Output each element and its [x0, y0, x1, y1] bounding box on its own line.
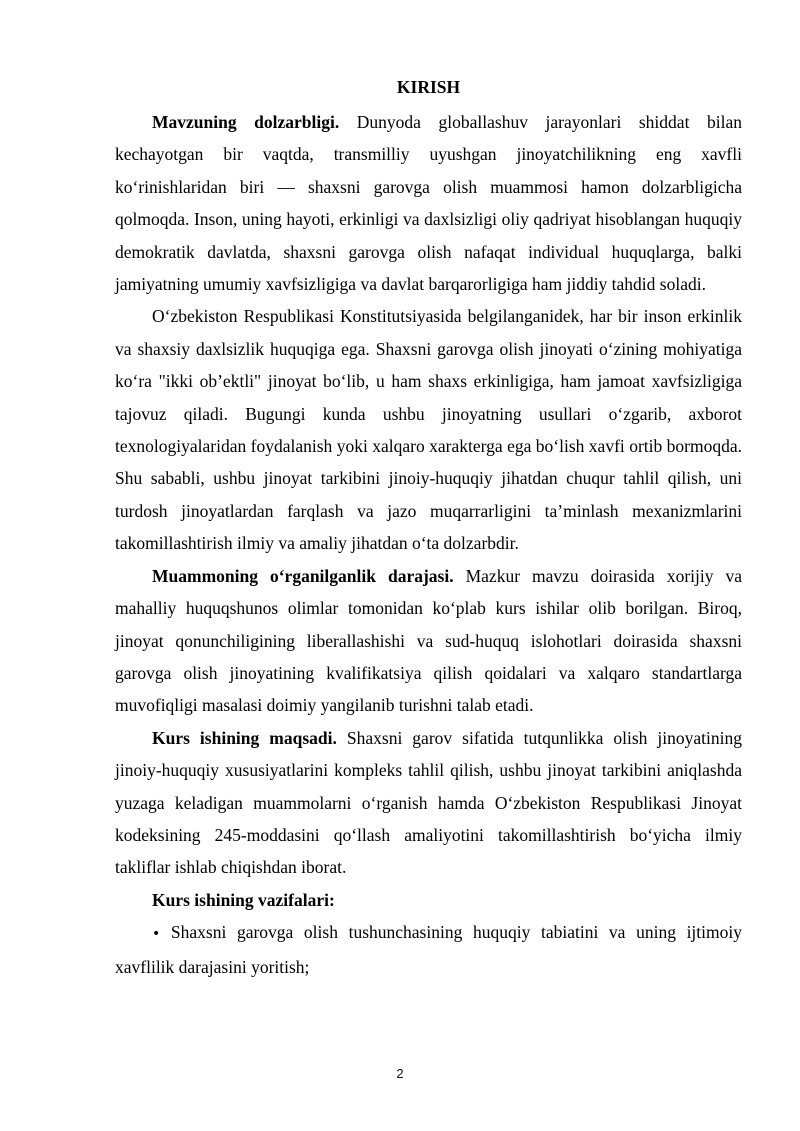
bullet-text: Shaxsni garovga olish tushunchasining huquqiy tabiatini va uning ijtimoiy xavflilik darajasini yoritish; — [115, 922, 742, 977]
tasks-heading: Kurs ishining vazifalari: — [152, 889, 335, 910]
paragraph-text-relevance: Dunyoda globallashuv jarayonlari shiddat bilan kechayotgan bir vaqtda, transmilliy uyushgan jinoyatchilikning eng xavfli ko‘rinishlaridan biri — shaxsni garovga olish muammosi hamon dolzarbligicha qolmoqda. Inson, uning hayoti, erkinligi va daxlsizligi oliy qadriyat hisoblangan huquqiy demokratik davlatda, shaxsni garovga olish nafaqat individual huquqlarga, balki jamiyatning umumiy xavfsizligiga va davlat barqarorligiga ham jiddiy tahdid soladi. — [115, 112, 742, 295]
document-body — [115, 106, 742, 983]
bullet-item — [115, 916, 742, 983]
paragraph-text-goal: Shaxsni garov sifatida tutqunlikka olish jinoyatining jinoiy-huquqiy xususiyatlarini kompleks tahlil qilish, ushbu jinoyat tarkibini aniqlashda yuzaga keladigan muammolarni o‘rganish hamda O‘zbekiston Respublikasi Jinoyat kodeksining 245-moddasini qo‘llash amaliyotini takomillashtirish bo‘yicha ilmiy takliflar ishlab chiqishdan iborat. — [115, 727, 743, 878]
paragraph-heading-goal: Kurs ishining maqsadi. — [152, 727, 337, 748]
paragraph-heading-research-level: Muammoning o‘rganilganlik darajasi. — [152, 565, 454, 586]
page-number: 2 — [396, 1066, 404, 1081]
paragraph-research-level — [115, 560, 742, 722]
paragraph-constitution — [115, 300, 742, 559]
paragraph-heading-relevance: Mavzuning dolzarbligi. — [152, 112, 340, 132]
paragraph-text-research-level: Mazkur mavzu doirasida xorijiy va mahalliy huquqshunos olimlar tomonidan ko‘plab kurs ishilar olib borilgan. Biroq, jinoyat qonunchiligining liberallashishi va sud-huquq islohotlari doirasida shaxsni garovga olish jinoyatining kvalifikatsiya qilish qoidalari va xalqaro standartlarga muvofiqligi masalasi doimiy yangilanib turishni talab etadi. — [115, 565, 742, 716]
bullet-marker: • — [152, 926, 161, 943]
paragraph-goal — [115, 722, 742, 884]
paragraph-relevance — [115, 106, 742, 300]
paragraph-text-constitution: O‘zbekiston Respublikasi Konstitutsiyasida belgilanganidek, har bir inson erkinlik va shaxsiy daxlsizlik huquqiga ega. Shaxsni garovga olish jinoyati o‘zining mohiyatiga ko‘ra "ikki ob’ektli" jinoyat bo‘lib, u ham shaxs erkinligiga, ham jamoat xavfsizligiga tajovuz qiladi. Bugungi kunda ushbu jinoyatning usullari o‘zgarib, axborot texnologiyalaridan foydalanish yoki xalqaro xarakterga ega bo‘lish xavfi ortib bormoqda. Shu sababli, ushbu jinoyat tarkibini jinoiy-huquqiy jihatdan chuqur tahlil qilish, uni turdosh jinoyatlardan farqlash va jazo muqarrarligini ta’minlash mexanizmlarini takomillashtirish ilmiy va amaliy jihatdan o‘ta dolzarbdir. — [115, 306, 742, 554]
document-title: KIRISH — [396, 77, 461, 97]
